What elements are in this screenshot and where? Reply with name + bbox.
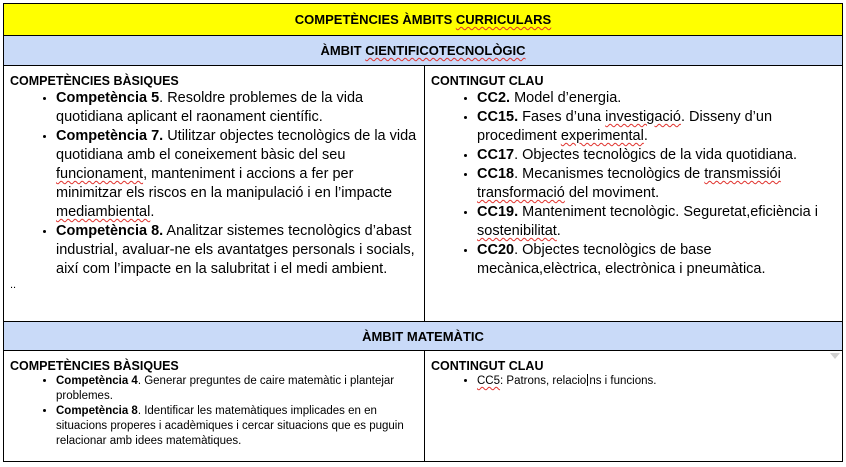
list-item: • Competència 4. Generar preguntes de caire matemàtic i plantejar problemes. (56, 374, 418, 404)
competencies-table (3, 3, 843, 462)
list-item: • Competència 8. Analitzar sistemes tecnològics d’abast industrial, avaluar-ne els avantatges personals i socials, així com l’impacte en la salubritat i el medi ambient. (56, 222, 418, 279)
basic-competencies-heading: COMPETÈNCIES BÀSIQUES (10, 359, 179, 373)
list-item: • CC19. Manteniment tecnològic. Seguretat,eficiència i sostenibilitat. (477, 203, 836, 241)
list-item: • Competència 8. Identificar les matemàtiques implicades en en situacions properes i acadèmiques i cercar situacions que es puguin relacionar amb idees matemàtiques. (56, 404, 418, 449)
key-content-cell[interactable] (425, 351, 842, 461)
key-content-heading: CONTINGUT CLAU (431, 359, 544, 373)
key-content-list (431, 89, 836, 279)
list-item: • CC18. Mecanismes tecnològics de transmissiói transformació del moviment. (477, 165, 836, 203)
list-item: • Competència 7. Utilitzar objectes tecnològics de la vida quotidiana amb el coneixement bàsic del seu funcionament, manteniment i accions a fer per minimitzar els riscos en la manipulació i en l’impacte mediambiental. (56, 127, 418, 222)
list-item: • CC20. Objectes tecnològics de base mecànica,elèctrica, electrònica i pneumàtica. (477, 241, 836, 279)
list-item: • CC2. Model d’energia. (477, 89, 836, 108)
basic-competencies-cell (4, 66, 425, 321)
section-math-body (4, 351, 842, 461)
key-content-list (431, 374, 836, 389)
key-content-heading: CONTINGUT CLAU (431, 74, 544, 88)
basic-competencies-cell (4, 351, 425, 461)
list-item: • CC5: Patrons, relacio ns i funcions. (477, 374, 836, 389)
competencies-list (10, 374, 418, 449)
section-header-scientific (4, 36, 842, 66)
title-text: COMPETÈNCIES ÀMBITS CURRICULARS (294, 12, 552, 27)
section-header-text: ÀMBIT MATEMÀTIC (362, 328, 484, 344)
section-header-math (4, 322, 842, 351)
section-header-text: ÀMBIT CIENTIFICOTECNOLÒGIC (320, 43, 526, 58)
basic-competencies-heading: COMPETÈNCIES BÀSIQUES (10, 74, 179, 88)
list-item: • CC17. Objectes tecnològics de la vida quotidiana. (477, 146, 836, 165)
section-scientific-body (4, 66, 842, 322)
table-title (4, 4, 842, 36)
list-item: • Competència 5. Resoldre problemes de la vida quotidiana aplicant el raonament científic. (56, 89, 418, 127)
key-content-cell (425, 66, 842, 321)
trailing-dots: .. (10, 279, 17, 291)
competencies-list (10, 89, 418, 279)
list-item: • CC15. Fases d’una investigació. Disseny d’un procediment experimental. (477, 108, 836, 146)
dropdown-arrow-icon[interactable] (830, 353, 840, 359)
